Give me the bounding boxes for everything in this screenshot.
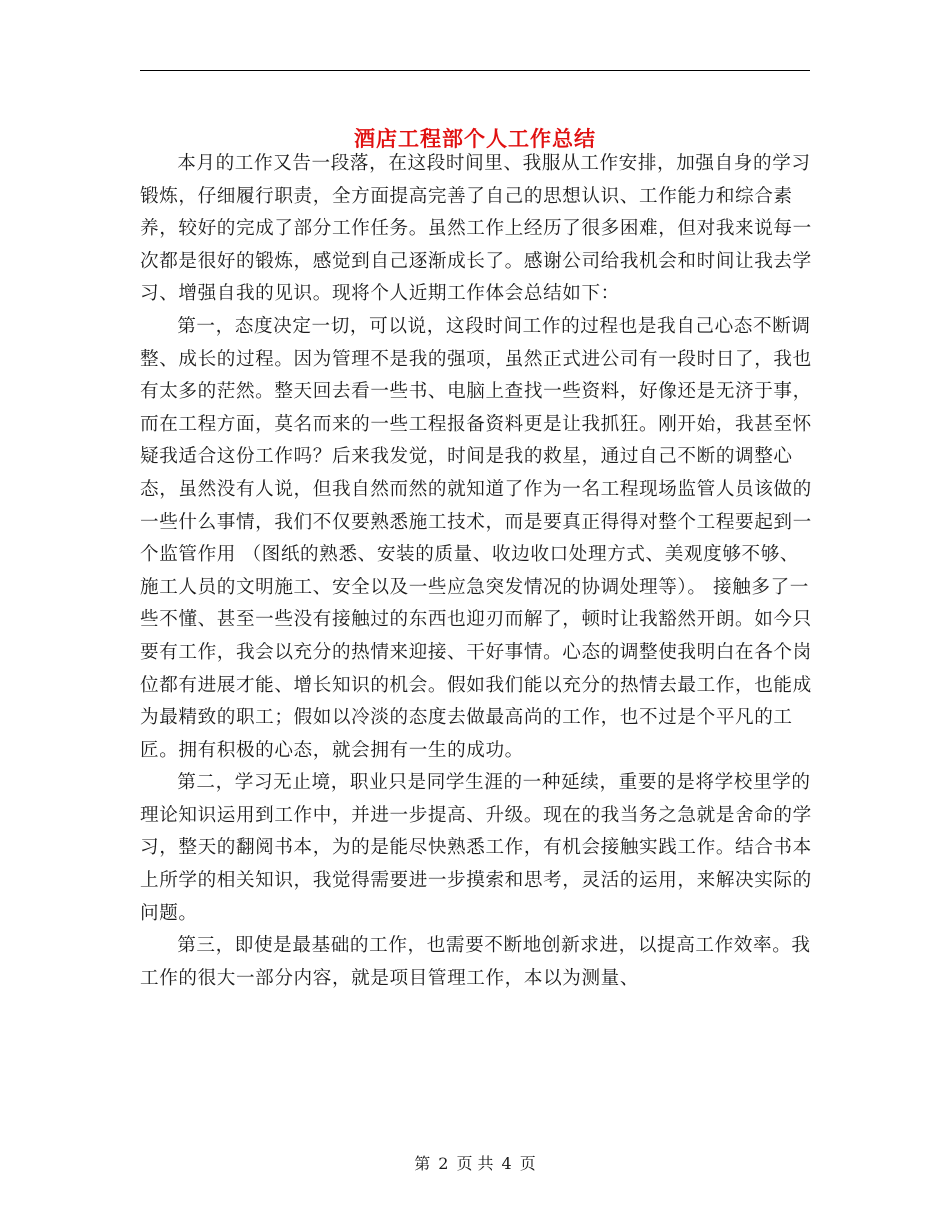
footer-prefix: 第: [414, 1154, 431, 1173]
paragraph-third-point: 第三，即使是最基础的工作，也需要不断地创新求进，以提高工作效率。我工作的很大一部分内容，就是项目管理工作，本以为测量、: [140, 935, 811, 989]
footer-page-number: 2: [438, 1154, 449, 1173]
header-rule: [140, 70, 810, 71]
document-body: [140, 148, 812, 995]
paragraph-intro: 本月的工作又告一段落，在这段时间里、我服从工作安排，加强自身的学习锻炼，仔细履行职责，全方面提高完善了自己的思想认识、工作能力和综合素养，较好的完成了部分工作任务。虽然工作上经历了很多困难，但对我来说每一次都是很好的锻炼，感觉到自己逐渐成长了。感谢公司给我机会和时间让我去学习、增强自我的见识。现将个人近期工作体会总结如下：: [140, 153, 812, 305]
paragraph-second-point: 第二，学习无止境，职业只是同学生涯的一种延续，重要的是将学校里学的理论知识运用到工作中，并进一步提高、升级。现在的我当务之急就是舍命的学习，整天的翻阅书本，为的是能尽快熟悉工作，有机会接触实践工作。结合书本上所学的相关知识，我觉得需要进一步摸索和思考，灵活的运用，来解决实际的问题。: [140, 772, 812, 924]
document-title: 酒店工程部个人工作总结: [354, 126, 596, 152]
footer-suffix: 页: [519, 1154, 536, 1173]
page-footer: [0, 1152, 950, 1176]
paragraph-first-point: 第一，态度决定一切，可以说，这段时间工作的过程也是我自己心态不断调整、成长的过程。因为管理不是我的强项，虽然正式进公司有一段时日了，我也有太多的茫然。整天回去看一些书、电脑上查找一些资料，好像还是无济于事，而在工程方面，莫名而来的一些工程报备资料更是让我抓狂。刚开始，我甚至怀疑我适合这份工作吗？后来我发觉，时间是我的救星，通过自己不断的调整心态，虽然没有人说，但我自然而然的就知道了作为一名工程现场监管人员该做的一些什么事情，我们不仅要熟悉施工技术，而是要真正得得对整个工程要起到一个监管作用 （图纸的熟悉、安装的质量、收边收口处理方式、美观度够不够、施工人员的文明施工、安全以及一些应急突发情况的协调处理等）。 接触多了一些不懂、甚至一些没有接触过的东西也迎刃而解了，顿时让我豁然开朗。如今只要有工作，我会以充分的热情来迎接、干好事情。心态的调整使我明白在各个岗位都有进展才能、增长知识的机会。假如我们能以充分的热情去最工作，也能成为最精致的职工；假如以冷淡的态度去做最高尚的工作，也不过是个平凡的工匠。拥有积极的心态，就会拥有一生的成功。: [140, 315, 812, 761]
footer-middle: 页 共: [456, 1154, 494, 1173]
footer-total-pages: 4: [501, 1154, 512, 1173]
